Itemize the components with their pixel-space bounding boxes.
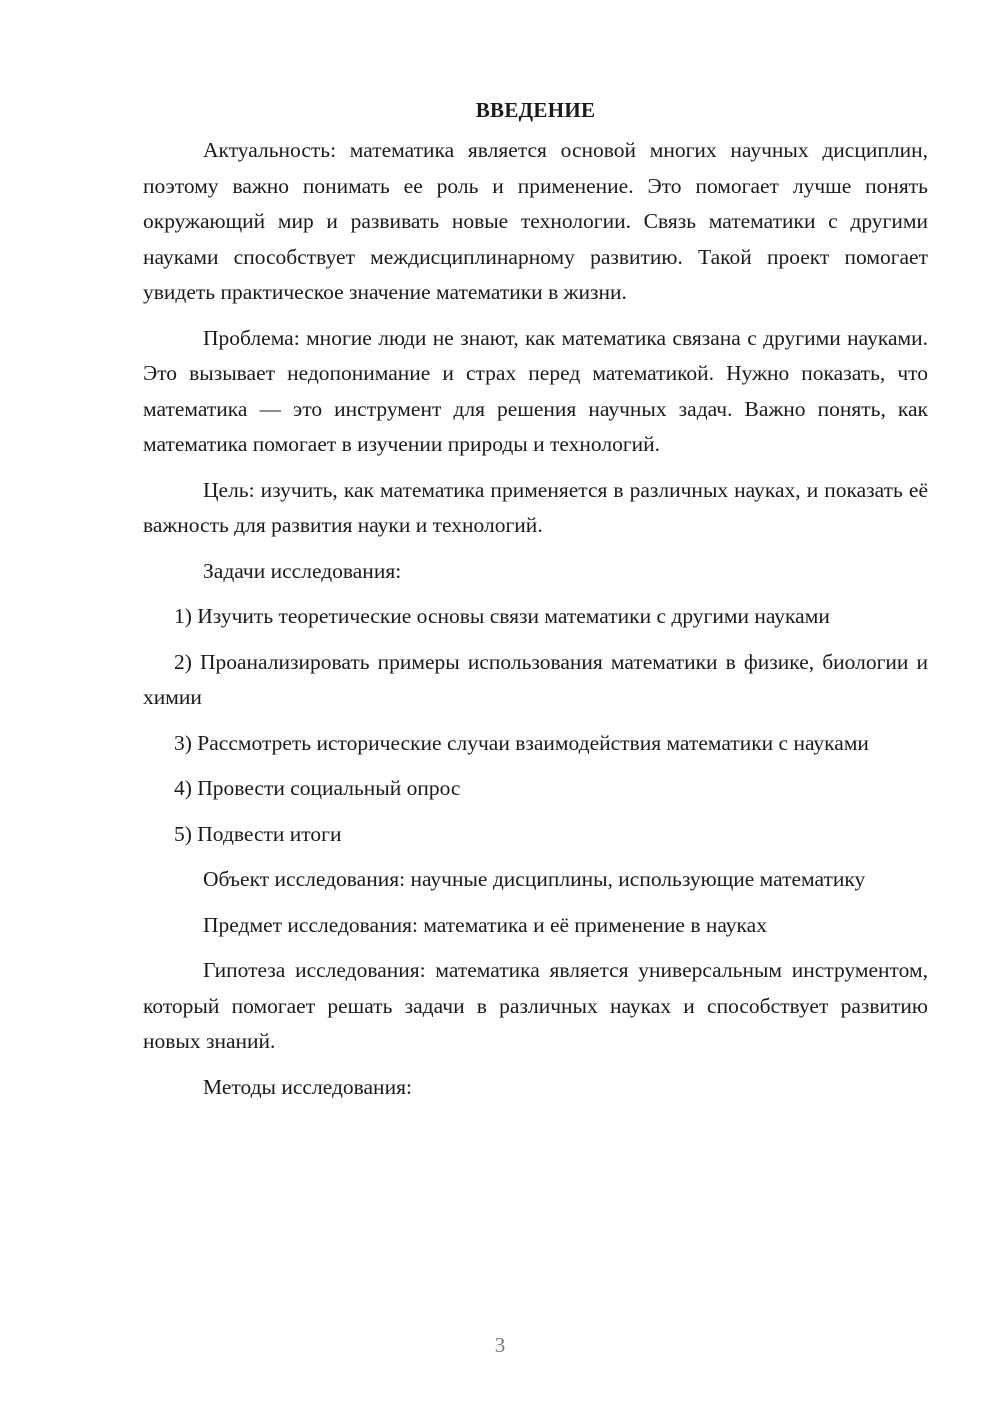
task-item-4: 4) Провести социальный опрос bbox=[174, 776, 461, 800]
paragraph-relevance: Актуальность: математика является основой многих научных дисциплин, поэтому важно понимать ее роль и применение. Это помогает лучше понять окружающий мир и развивать новые технологии. Связь математики с другими науками способствует междисциплинарному развитию. Такой проект помогает увидеть практическое значение математики в жизни. bbox=[143, 138, 928, 304]
task-item-5: 5) Подвести итоги bbox=[174, 821, 342, 846]
paragraph-subject: Предмет исследования: математика и её применение в науках bbox=[203, 912, 767, 937]
paragraph-hypothesis: Гипотеза исследования: математика является универсальным инструментом, который помогает решать задачи в различных науках и способствует развитию новых знаний. bbox=[143, 958, 928, 1053]
task-item-2: 2) Проанализировать примеры использования математики в физике, биологии и химии bbox=[143, 649, 928, 709]
task-item-3: 3) Рассмотреть исторические случаи взаимодействия математики с науками bbox=[174, 730, 869, 755]
paragraph-problem: Проблема: многие люди не знают, как математика связана с другими науками. Это вызывает недопонимание и страх перед математикой. Нужно показать, что математика — это инструмент для решения научных задач. Важно понять, как математика помогает в изучении природы и технологий. bbox=[143, 325, 928, 456]
paragraph-goal: Цель: изучить, как математика применяется в различных науках, и показать её важность для развития науки и технологий. bbox=[143, 477, 928, 537]
document-page bbox=[143, 96, 928, 1115]
section-heading: ВВЕДЕНИЕ bbox=[475, 98, 596, 122]
paragraph-tasks-heading: Задачи исследования: bbox=[203, 558, 402, 583]
page-number: 3 bbox=[494, 1333, 506, 1357]
task-item-1: 1) Изучить теоретические основы связи математики с другими науками bbox=[174, 604, 830, 628]
paragraph-methods: Методы исследования: bbox=[203, 1074, 412, 1099]
paragraph-object: Объект исследования: научные дисциплины, использующие математику bbox=[203, 867, 866, 891]
